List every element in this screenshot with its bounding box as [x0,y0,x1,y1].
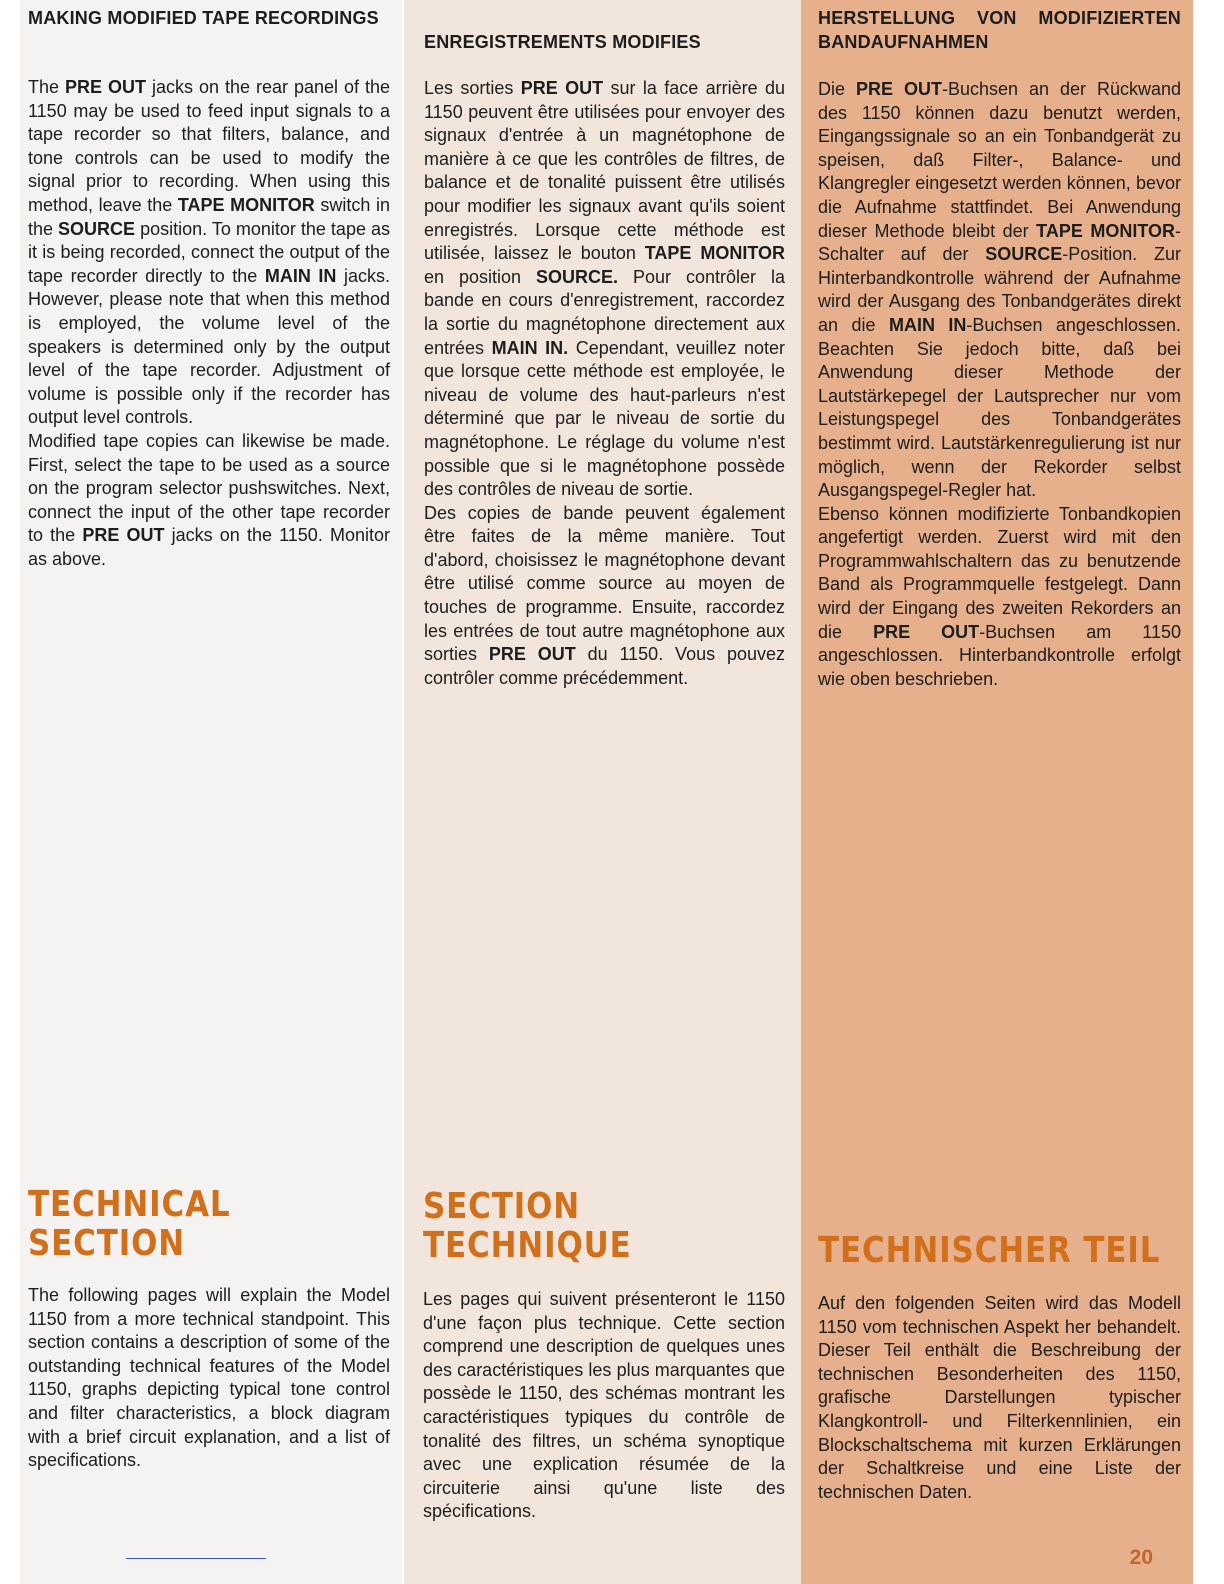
paragraph [28,76,390,430]
text-run: Ebenso können modifizierte Tonbandkopien angefertigt werden. Zuerst wird mit den Programmwahlschaltern das zu benutzende Band als Programmquelle festgelegt. Dann wird der Eingang des zweiten Rekorders an die [818,503,1181,642]
column-german [801,0,1193,1584]
paragraph [28,430,390,572]
text-run: -Buchsen am 1150 angeschlossen. Hinterbandkontrolle erfolgt wie oben beschrieben. [818,621,1181,689]
title-line: TECHNICAL [28,1184,231,1225]
text-run: jacks. However, please note that when this method is employed, the volume level of the speakers is determined only by the output level of the tape recorder. Adjustment of volume is possible only if the recorder has output level controls. [28,265,390,428]
text-run: du 1150. Vous pouvez contrôler comme précédemment. [424,644,785,688]
paragraph: Les pages qui suivent présenteront le 1150 d'une façon plus technique. Cette section comprend une description de quelques unes des caractéristiques les plus marquantes que possède le 1150, des schémas montrant les caractéristiques typiques du contrôle de tonalité des filtres, un schéma synoptique avec une explication résumée de la circuiterie ainsi qu'une liste des spécifications. [423,1289,785,1522]
bold-term: SOURCE [985,244,1063,265]
bold-term: TAPE MONITOR [177,194,315,215]
paragraph: The following pages will explain the Model 1150 from a more technical standpoint. This section contains a description of some of the outstanding technical features of the Model 1150, graphs depicting typical tone control and filter characteristics, a block diagram with a brief circuit explanation, and a list of specifications. [28,1285,390,1471]
title-line: TECHNISCHER TEIL [818,1230,1161,1271]
bold-term: SOURCE [58,218,136,239]
technical-title-french [423,1187,789,1265]
bold-term: MAIN IN [888,314,967,335]
recording-block-german [818,6,1181,54]
bold-term: TAPE MONITOR [1036,220,1175,241]
text-run: -Position. Zur Hinterbandkontrolle während der Aufnahme wird der Ausgang des Tonbandgerätes direkt an die [818,244,1181,335]
paragraph [424,77,785,502]
text-run: Des copies de bande peuvent également être faites de la même manière. Tout d'abord, choisissez le magnétophone devant être utilisé comme source au moyen de touches de programme. Ensuite, raccordez les entrées de tout autre magnétophone aux sorties [424,502,785,665]
bold-term: SOURCE. [536,266,619,287]
bold-term: MAIN IN [264,265,337,286]
body-english [28,76,390,571]
heading-french: ENREGISTREMENTS MODIFIES [424,32,701,52]
bold-term: TAPE MONITOR [644,243,785,264]
text-run: Modified tape copies can likewise be made. First, select the tape to be used as a source on the program selector pushswitches. Next, connect the input of the other tape recorder to the [28,430,390,546]
technical-title-english [28,1185,390,1263]
bold-term: PRE OUT [520,78,604,98]
technical-title-german [818,1231,1181,1270]
technical-text-german [818,1292,1181,1504]
bold-term: PRE OUT [873,621,980,642]
body-french [424,77,785,690]
text-run: position. To monitor the tape as it is being recorded, connect the output of the tape recorder directly to the [28,218,390,286]
recording-block-english [28,6,390,30]
text-run: The [28,77,65,97]
column-french [404,0,801,1584]
heading-german: HERSTELLUNG VON MODIFIZIERTEN BANDAUFNAHMEN [818,8,1181,52]
text-run: jacks on the 1150. Monitor as above. [28,525,390,569]
text-run: switch in the [28,194,390,239]
technical-text-english [28,1284,390,1473]
bold-term: PRE OUT [65,77,146,97]
recording-block-french [424,30,789,54]
text-run: jacks on the rear panel of the 1150 may be used to feed input signals to a tape recorder so that filters, balance, and tone controls can be used to modify the signal prior to recording. When using this method, leave the [28,77,390,215]
text-run: Die [818,79,856,99]
text-run: sur la face arrière du 1150 peuvent être utilisées pour envoyer des signaux d'entrée à un magnétophone de manière à ce que les contrôles de filtres, de balance et de tonalité puissent être utilisés pour modifier les signaux avant qu'ils soient enregistrés. Lorsque cette méthode est utilisée, laissez le bouton [424,78,786,264]
title-line: SECTION [423,1186,581,1227]
text-run: en position [424,266,536,287]
paragraph: Auf den folgenden Seiten wird das Modell 1150 vom technischen Aspekt her behandelt. Dieser Teil enthält die Beschreibung der technischen Besonderheiten des 1150, grafische Darstellungen typischer Klangkontroll- und Filterkennlinien, ein Blockschaltschema mit kurzen Erklärungen der Schaltkreise und eine Liste der technischen Daten. [818,1293,1181,1502]
heading-english: MAKING MODIFIED TAPE RECORDINGS [28,8,379,28]
bold-term: MAIN IN. [491,337,569,358]
paragraph [818,78,1181,503]
technical-text-french [423,1288,785,1524]
paragraph [818,503,1181,692]
footer-rule [126,1558,266,1559]
body-german [818,78,1181,691]
text-run: Les sorties [424,78,521,98]
bold-term: PRE OUT [855,79,942,99]
bold-term: PRE OUT [82,525,165,546]
title-line: TECHNIQUE [423,1225,632,1266]
paragraph [424,502,785,691]
text-run: -Schalter auf der [818,220,1181,265]
column-english [20,0,402,1584]
text-run: Cependant, veuillez noter que lorsque cette méthode est employée, le niveau de volume des haut-parleurs n'est déterminé que par le niveau de sortie du magnétophone. Le réglage du volume n'est possible que si le magnétophone possède des contrôles de niveau de sortie. [424,337,785,500]
text-run: -Buchsen angeschlossen. Beachten Sie jedoch bitte, daß bei Anwendung dieser Methode der Lautstärkepegel der Lautsprecher nur vom Leistungspegel des Tonbandgerätes bestimmt wird. Lautstärkenregulierung ist nur möglich, wenn der Rekorder selbst Ausgangspegel-Regler hat. [818,314,1181,501]
text-run: Pour contrôler la bande en cours d'enregistrement, raccordez la sortie du magnétophone directement aux entrées [424,266,785,358]
title-line: SECTION [28,1223,186,1264]
text-run: -Buchsen an der Rückwand des 1150 können dazu benutzt werden, Eingangssignale so an ein Tonbandgerät zu speisen, daß Filter-, Balance- und Klangregler eingesetzt werden können, bevor die Aufnahme stattfindet. Bei Anwendung dieser Methode bleibt der [818,79,1181,241]
bold-term: PRE OUT [488,644,576,665]
page-number: 20 [1129,1546,1153,1569]
